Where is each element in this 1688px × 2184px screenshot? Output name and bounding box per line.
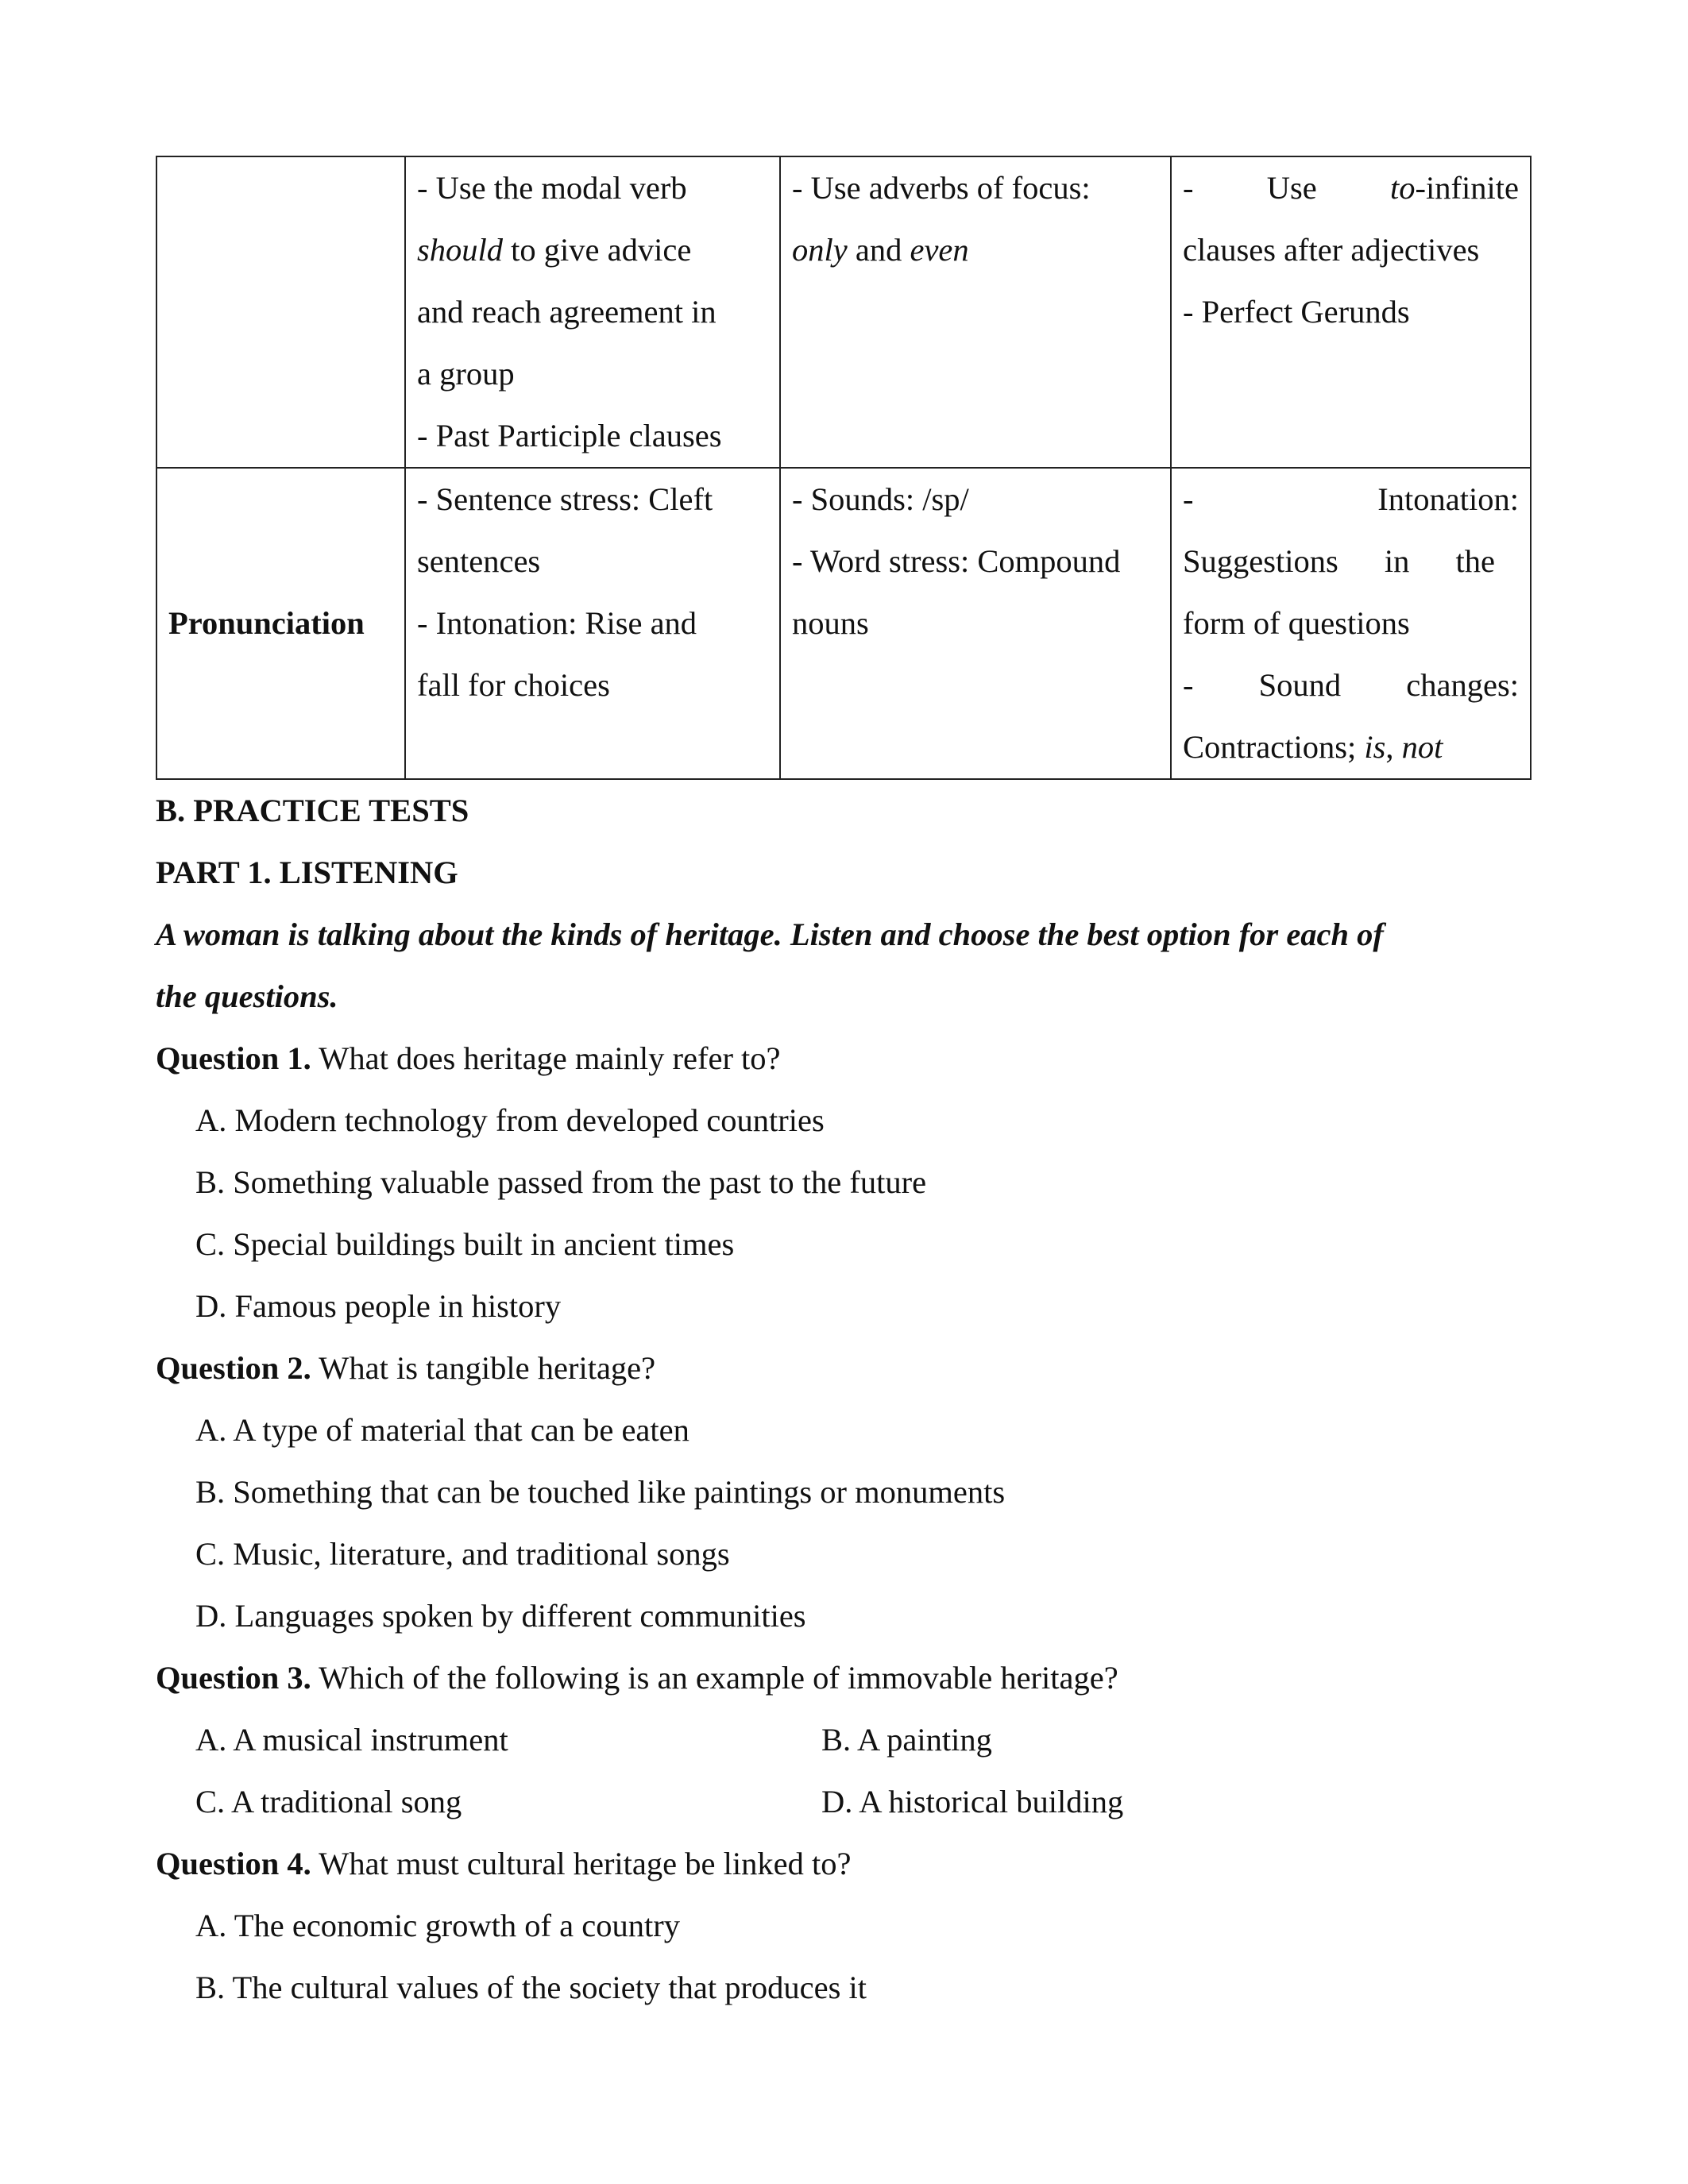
cell-line: nouns xyxy=(792,605,869,641)
cell-text: , xyxy=(1385,729,1402,765)
cell-line: Suggestions in the xyxy=(1183,543,1496,579)
cell-text-italic: is xyxy=(1364,729,1386,765)
cell-text: Intonation: xyxy=(1377,481,1519,517)
table-cell xyxy=(780,468,1171,779)
cell-line: fall for choices xyxy=(417,667,610,703)
question-text: What is tangible heritage? xyxy=(311,1350,656,1386)
part-heading: PART 1. LISTENING xyxy=(156,855,458,890)
question-text: What must cultural heritage be linked to? xyxy=(311,1846,852,1881)
cell-line: clauses after adjectives xyxy=(1183,232,1480,268)
option-d: D. A historical building xyxy=(821,1784,1124,1819)
option-a: A. A musical instrument xyxy=(195,1722,508,1758)
cell-text: - Use the modal verb xyxy=(417,170,687,206)
cell-line: sentences xyxy=(417,543,541,579)
syllabus-table xyxy=(156,156,1532,780)
option-b: B. Something valuable passed from the past to the future xyxy=(195,1164,927,1200)
document-page xyxy=(156,156,1530,2019)
cell-line: form of questions xyxy=(1183,605,1410,641)
question-label: Question 2. xyxy=(156,1350,311,1386)
cell-text-italic: to xyxy=(1390,170,1416,206)
cell-line xyxy=(1183,654,1519,716)
cell-text: - xyxy=(1183,481,1194,517)
cell-text: Sound xyxy=(1258,667,1342,703)
option-c: C. Music, literature, and traditional songs xyxy=(195,1536,730,1572)
cell-line: and reach agreement in xyxy=(417,294,717,330)
cell-line: - Past Participle clauses xyxy=(417,418,722,453)
cell-text: and xyxy=(847,232,910,268)
table-cell-empty xyxy=(156,156,405,468)
question-3 xyxy=(156,1647,1530,1709)
cell-line: - Intonation: Rise and xyxy=(417,605,697,641)
cell-line: - Word stress: Compound xyxy=(792,543,1121,579)
option-c: C. Special buildings built in ancient times xyxy=(195,1226,735,1262)
table-cell xyxy=(405,156,780,468)
question-1 xyxy=(156,1028,1530,1090)
section-heading: B. PRACTICE TESTS xyxy=(156,793,469,828)
cell-line xyxy=(1183,469,1519,531)
cell-line xyxy=(1183,716,1519,778)
cell-line: - Use adverbs of focus: xyxy=(792,170,1091,206)
option-a: A. A type of material that can be eaten xyxy=(195,1412,689,1448)
row-label-pronunciation: Pronunciation xyxy=(156,468,405,779)
question-text: What does heritage mainly refer to? xyxy=(311,1040,781,1076)
cell-text: - xyxy=(1183,667,1194,703)
cell-text-italic: not xyxy=(1401,729,1443,765)
cell-text: -infinite xyxy=(1415,170,1519,206)
cell-text: - xyxy=(1183,170,1194,206)
cell-text: Use xyxy=(1266,170,1317,206)
table-cell xyxy=(780,156,1171,468)
option-a: A. The economic growth of a country xyxy=(195,1908,680,1943)
cell-line xyxy=(1183,157,1519,219)
cell-text: to give advice xyxy=(503,232,692,268)
question-4 xyxy=(156,1833,1530,1895)
cell-line xyxy=(792,219,1159,281)
table-cell xyxy=(1171,468,1531,779)
cell-line xyxy=(417,157,768,219)
instruction-line: the questions. xyxy=(156,978,338,1014)
option-b: B. The cultural values of the society that produces it xyxy=(195,1970,867,2005)
cell-text-italic: only xyxy=(792,232,848,268)
option-row xyxy=(156,1709,1530,1771)
cell-line: - Perfect Gerunds xyxy=(1183,294,1410,330)
cell-line: - Sounds: /sp/ xyxy=(792,481,969,517)
instruction-line: A woman is talking about the kinds of heritage. Listen and choose the best option for each of xyxy=(156,916,1384,952)
table-cell xyxy=(405,468,780,779)
option-b: B. A painting xyxy=(821,1722,992,1758)
table-cell xyxy=(1171,156,1531,468)
question-2 xyxy=(156,1337,1530,1399)
option-c: C. A traditional song xyxy=(195,1784,462,1819)
cell-text-italic: even xyxy=(910,232,969,268)
question-label: Question 3. xyxy=(156,1660,311,1696)
cell-text: Contractions; xyxy=(1183,729,1365,765)
question-label: Question 4. xyxy=(156,1846,311,1881)
question-text: Which of the following is an example of immovable heritage? xyxy=(311,1660,1118,1696)
cell-line: - Sentence stress: Cleft xyxy=(417,481,713,517)
option-a: A. Modern technology from developed countries xyxy=(195,1102,825,1138)
table-row-pronunciation xyxy=(156,468,1531,779)
option-d: D. Famous people in history xyxy=(195,1288,562,1324)
cell-line: a group xyxy=(417,356,515,392)
question-label: Question 1. xyxy=(156,1040,311,1076)
cell-text-group xyxy=(1390,157,1519,219)
cell-line xyxy=(417,219,768,281)
cell-text-italic: should xyxy=(417,232,504,268)
option-d: D. Languages spoken by different communities xyxy=(195,1598,806,1634)
option-b: B. Something that can be touched like paintings or monuments xyxy=(195,1474,1006,1510)
table-row-grammar xyxy=(156,156,1531,468)
option-row xyxy=(156,1771,1530,1833)
cell-text: changes: xyxy=(1406,667,1519,703)
